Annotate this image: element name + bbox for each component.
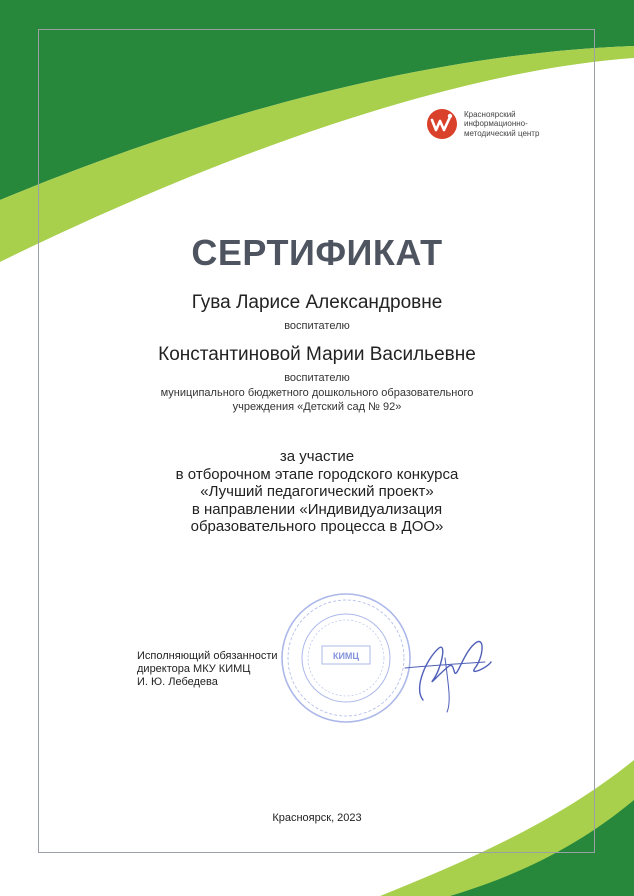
body-line: «Лучший педагогический проект» xyxy=(200,483,434,500)
signatory-line: Исполняющий обязанности xyxy=(137,650,278,662)
body-line: образовательного процесса в ДОО» xyxy=(190,518,444,535)
logo-line: Красноярский xyxy=(464,109,516,119)
logo-line: информационно- xyxy=(464,119,528,129)
signatory-block xyxy=(137,650,278,689)
body-line: в отборочном этапе городского конкурса xyxy=(175,465,459,483)
handwritten-signature xyxy=(395,628,495,718)
body-line: в направлении «Индивидуализация xyxy=(191,500,443,518)
kimc-logo-icon xyxy=(426,108,458,140)
logo-line: методический центр xyxy=(464,128,540,138)
stamp-text: КИМЦ xyxy=(332,651,360,661)
recipient-name-2: Константиновой Марии Васильевне xyxy=(158,344,476,365)
signatory-line: директора МКУ КИМЦ xyxy=(137,663,251,675)
body-line: за участие xyxy=(279,448,355,465)
recipient-role-1: воспитателю xyxy=(284,320,350,332)
logo-text xyxy=(464,110,539,139)
certificate-title: СЕРТИФИКАТ xyxy=(191,232,443,273)
recipient-org-line: учреждения «Детский сад № 92» xyxy=(232,401,402,413)
signatory-line: И. Ю. Лебедева xyxy=(137,676,218,688)
organization-logo xyxy=(426,108,539,140)
certificate-border xyxy=(38,29,595,853)
participation-text xyxy=(0,448,634,536)
city-year: Красноярск, 2023 xyxy=(272,812,362,824)
recipient-role-2: воспитателю xyxy=(284,372,350,384)
recipient-org-line: муниципального бюджетного дошкольного образовательного xyxy=(160,387,474,399)
recipient-name-1: Гува Ларисе Александровне xyxy=(191,292,443,313)
